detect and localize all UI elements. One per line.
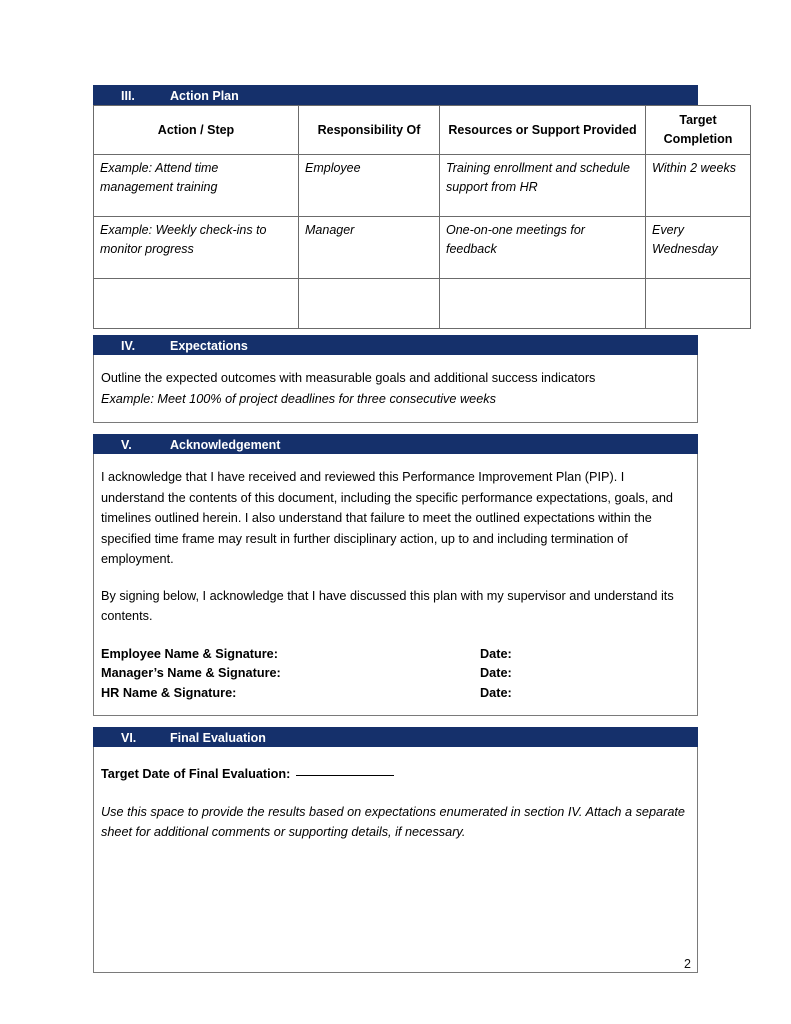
table-row bbox=[94, 217, 751, 279]
spacer bbox=[93, 716, 698, 727]
manager-date-label: Date: bbox=[480, 666, 512, 680]
section-title: Acknowledgement bbox=[170, 438, 281, 452]
cell-responsibility[interactable]: Manager bbox=[299, 217, 440, 279]
section-numeral: IV. bbox=[121, 339, 136, 353]
signature-row-hr bbox=[101, 683, 690, 703]
section-header-action-plan bbox=[93, 85, 698, 105]
cell-target-completion[interactable] bbox=[646, 279, 751, 329]
section-title: Expectations bbox=[170, 339, 248, 353]
section-numeral: III. bbox=[121, 89, 135, 103]
target-date-input[interactable] bbox=[296, 763, 394, 776]
section-header-expectations bbox=[93, 335, 698, 355]
target-date-label: Target Date of Final Evaluation: bbox=[101, 767, 291, 781]
signature-row-manager bbox=[101, 663, 690, 683]
expectations-example: Example: Meet 100% of project deadlines for three consecutive weeks bbox=[101, 391, 496, 406]
column-header-target-completion: Target Completion bbox=[646, 106, 751, 155]
cell-resources[interactable] bbox=[440, 279, 646, 329]
hr-signature-label: HR Name & Signature: bbox=[101, 685, 237, 700]
table-row-empty bbox=[94, 279, 751, 329]
section-numeral: V. bbox=[121, 438, 132, 452]
cell-resources[interactable]: Training enrollment and schedule support from HR bbox=[440, 155, 646, 217]
section-header-final-evaluation bbox=[93, 727, 698, 747]
cell-action-step[interactable] bbox=[94, 279, 299, 329]
cell-target-completion[interactable]: Within 2 weeks bbox=[646, 155, 751, 217]
acknowledgement-paragraph-1: I acknowledge that I have received and reviewed this Performance Improvement Plan (PIP). I understand the contents of this document, including the specific performance expectations, goals, and timelines outlined herein. I also understand that failure to meet the outlined expectations within the specified time frame may result in further disciplinary action, up to and including termination of employment. bbox=[101, 470, 673, 566]
acknowledgement-body bbox=[93, 454, 698, 716]
spacer bbox=[93, 423, 698, 434]
table-header-row bbox=[94, 106, 751, 155]
cell-action-step[interactable]: Example: Attend time management training bbox=[94, 155, 299, 217]
employee-date-label: Date: bbox=[480, 646, 512, 661]
section-numeral: VI. bbox=[121, 731, 137, 745]
employee-signature-label: Employee Name & Signature: bbox=[101, 646, 278, 661]
expectations-body bbox=[93, 355, 698, 423]
final-evaluation-body bbox=[93, 747, 698, 973]
column-header-resources: Resources or Support Provided bbox=[440, 106, 646, 155]
document-content bbox=[93, 85, 736, 973]
cell-responsibility[interactable] bbox=[299, 279, 440, 329]
cell-responsibility[interactable]: Employee bbox=[299, 155, 440, 217]
manager-signature-label: Manager’s Name & Signature: bbox=[101, 666, 281, 680]
action-plan-table bbox=[93, 105, 751, 329]
signature-block bbox=[101, 644, 690, 703]
signature-row-employee bbox=[101, 644, 690, 664]
acknowledgement-paragraph-2: By signing below, I acknowledge that I have discussed this plan with my supervisor and understand its contents. bbox=[101, 588, 674, 623]
cell-resources[interactable]: One-on-one meetings for feedback bbox=[440, 217, 646, 279]
final-evaluation-note: Use this space to provide the results based on expectations enumerated in section IV. Attach a separate sheet for additional comments or supporting details, if necessary. bbox=[101, 804, 685, 839]
expectations-instruction: Outline the expected outcomes with measurable goals and additional success indicators bbox=[101, 371, 596, 385]
target-date-line bbox=[101, 763, 690, 785]
column-header-responsibility: Responsibility Of bbox=[299, 106, 440, 155]
cell-action-step[interactable]: Example: Weekly check-ins to monitor progress bbox=[94, 217, 299, 279]
section-title: Final Evaluation bbox=[170, 731, 266, 745]
cell-target-completion[interactable]: Every Wednesday bbox=[646, 217, 751, 279]
table-row bbox=[94, 155, 751, 217]
hr-date-label: Date: bbox=[480, 685, 512, 700]
section-title: Action Plan bbox=[170, 89, 239, 103]
column-header-action-step: Action / Step bbox=[94, 106, 299, 155]
page-number: 2 bbox=[684, 957, 691, 971]
section-header-acknowledgement bbox=[93, 434, 698, 454]
